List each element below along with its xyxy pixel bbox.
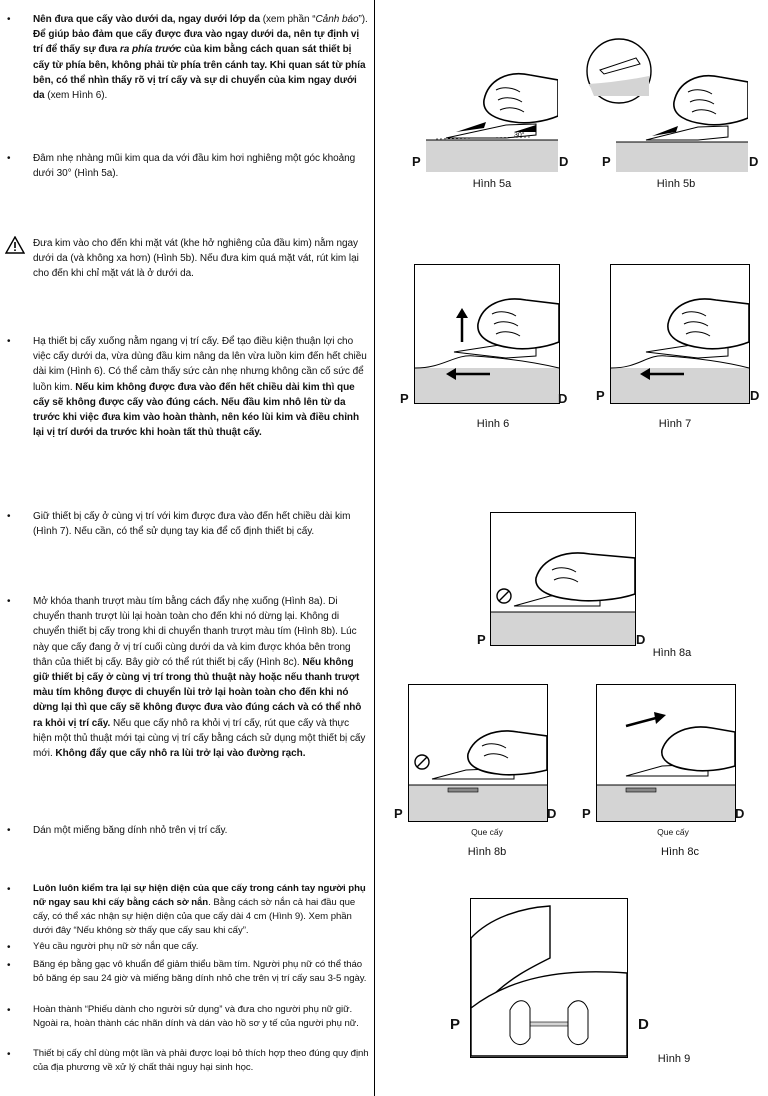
- label-d: D: [750, 388, 760, 403]
- figure-6: [400, 264, 568, 406]
- label-p: P: [477, 632, 486, 647]
- caption-7: Hình 7: [658, 418, 692, 430]
- figure-8b: [394, 684, 557, 837]
- step-text: Nên đưa que cấy vào dưới da, ngay dưới lớp da (xem phần “Cảnh báo”). Để giúp bảo đảm que cấy được đưa vào ngay dưới da, nên tự định vị trí để thấy sự đưa ra phía trước của kim bằng cách quan sát thiết bị cấy từ phía bên, không phải từ phía trên cánh tay. Khi quan sát từ phía bên, có thể nhìn thấy rõ vị trí cấy và sự di chuyển của kim ngay dưới da (xem Hình 6).: [33, 14, 368, 102]
- step-text: Dán một miếng băng dính nhỏ trên vị trí cấy.: [33, 825, 228, 836]
- label-p: P: [412, 154, 421, 169]
- caption-6: Hình 6: [476, 418, 510, 430]
- bullet: •: [7, 942, 11, 953]
- label-p: P: [400, 391, 409, 406]
- warning-triangle-icon: [5, 236, 25, 254]
- figure-7-drawing: [610, 264, 750, 404]
- figure-8c: [582, 684, 745, 837]
- label-d: D: [558, 391, 568, 406]
- label-d: D: [636, 632, 646, 647]
- label-p: P: [602, 154, 611, 169]
- label-p: P: [450, 1016, 461, 1033]
- label-p: P: [596, 388, 605, 403]
- caption-5b: Hình 5b: [656, 178, 696, 190]
- step-text: Hoàn thành “Phiếu dành cho người sử dụng” và đưa cho người phụ nữ giữ. Ngoài ra, hoàn thành các nhãn dính và dán vào hồ sơ y tế của người phụ nữ.: [33, 1004, 359, 1029]
- step-text: Giữ thiết bị cấy ở cùng vị trí với kim được đưa vào đến hết chiều dài kim (Hình 7). Nếu cần, có thể sử dụng tay kia để cố định thiết bị cấy.: [33, 511, 351, 538]
- label-d: D: [559, 154, 569, 169]
- caption-8c: Hình 8c: [661, 846, 699, 858]
- label-d: D: [735, 806, 745, 821]
- instructions-column: [0, 0, 374, 1096]
- bullet: •: [7, 1005, 11, 1016]
- figure-8a: [477, 512, 646, 647]
- figure-5a: [412, 40, 569, 172]
- figure-6-drawing: [414, 264, 560, 404]
- angle-label: 30°: [514, 132, 525, 139]
- implant-label: Que cấy: [657, 827, 689, 837]
- bullet: •: [7, 336, 11, 347]
- label-d: D: [638, 1016, 649, 1033]
- implant-label: Que cấy: [471, 827, 503, 837]
- figure-8c-drawing: [596, 684, 736, 822]
- step-text: Hạ thiết bị cấy xuống nằm ngang vị trí cấy. Để tạo điều kiện thuận lợi cho việc cấy dưới da, vừa dùng đầu kim nâng da lên vừa luồn kim đến hết chiều dài kim (Hình 6). Có thể cảm thấy sức cản nhẹ nhưng không cần cố sức để luồn kim. Nếu kim không được đưa vào đến hết chiều dài kim thì que cấy sẽ không được cấy vào đúng cách. Nếu đầu kim nhô lên từ da trước khi việc đưa kim vào hoàn thành, nên kéo lùi kim và điều chỉnh lại vị trí dưới da trước khi hoàn tất thủ thuật cấy.: [33, 336, 367, 439]
- bullet: •: [7, 153, 11, 164]
- step-text: Đưa kim vào cho đến khi mặt vát (khe hở nghiêng của đầu kim) nằm ngay dưới da (và không xa hơn) (Hình 5b). Nếu đưa kim quá mặt vát, rút kim lại cho đến khi chỉ mặt vát là ở dưới da.: [33, 238, 359, 280]
- figure-9-drawing: [470, 898, 628, 1058]
- figure-5a-drawing: [426, 40, 558, 172]
- figure-8a-drawing: [490, 512, 636, 646]
- caption-8b: Hình 8b: [467, 846, 507, 858]
- bullet: •: [7, 884, 11, 895]
- bullet: •: [7, 825, 11, 836]
- step-text: Thiết bị cấy chỉ dùng một lần và phải được loại bỏ thích hợp theo đúng quy định của địa phương về xử lý chất thải nguy hại sinh học.: [33, 1048, 369, 1073]
- step-text: Băng ép bằng gạc vô khuẩn để giảm thiểu bầm tím. Người phụ nữ có thể tháo bỏ băng ép sau 24 giờ và miếng băng dính nhỏ che trên vị trí cấy sau 3-5 ngày.: [33, 959, 367, 984]
- figure-8b-drawing: [408, 684, 548, 822]
- label-d: D: [749, 154, 759, 169]
- bullet: •: [7, 596, 11, 607]
- figure-7: [596, 264, 760, 404]
- caption-9: Hình 9: [657, 1053, 691, 1065]
- label-p: P: [394, 806, 403, 821]
- label-d: D: [547, 806, 557, 821]
- step-text: Mở khóa thanh trượt màu tím bằng cách đẩy nhẹ xuống (Hình 8a). Di chuyển thanh trượt lùi lại hoàn toàn cho đến khi nó dừng lại. Không di chuyển thiết bị cấy trong khi di chuyển thanh trượt màu tím (Hình 8b). Lúc này que cấy đang ở vị trí cuối cùng dưới da và kim được khóa bên trong thân của thiết bị cấy. Bây giờ có thể rút thiết bị cấy (Hình 8c). Nếu không giữ thiết bị cấy ở cùng vị trí trong thủ thuật này hoặc nếu thanh trượt màu tím không được di chuyển lùi trở lại hoàn toàn cho đến khi nó dừng lại thì que cấy sẽ không được đưa vào đúng cách và có thể nhô ra khỏi vị trí cấy. Nếu que cấy nhô ra khỏi vị trí cấy, rút que cấy và thực hiện một thủ thuật mới tại cùng vị trí cấy bằng cách sử dụng một thiết bị cấy mới. Không đẩy que cấy nhô ra lùi trở lại vào đường rạch.: [33, 596, 366, 760]
- step-text: Luôn luôn kiểm tra lại sự hiện diện của que cấy trong cánh tay người phụ nữ ngay sau khi cấy bằng cách sờ nắn. Bằng cách sờ nắn cả hai đầu que cấy, có thể xác nhận sự hiện diện của que cấy dài 4 cm (Hình 9). Xem phần dưới đây “Nếu không sờ thấy que cấy sau khi cấy”.: [33, 883, 366, 936]
- caption-5a: Hình 5a: [472, 178, 512, 190]
- magnifier-inset: [584, 36, 654, 106]
- bullet: •: [7, 1049, 11, 1060]
- bullet: •: [7, 960, 11, 971]
- label-p: P: [582, 806, 591, 821]
- caption-8a: Hình 8a: [652, 647, 692, 659]
- step-text: Yêu cầu người phụ nữ sờ nắn que cấy.: [33, 941, 199, 952]
- step-text: Đâm nhẹ nhàng mũi kim qua da với đầu kim hơi nghiêng một góc khoảng dưới 30° (Hình 5a).: [33, 153, 356, 180]
- figure-9: [450, 898, 649, 1058]
- bullet: •: [7, 14, 11, 25]
- column-divider: [374, 0, 375, 1096]
- bullet: •: [7, 511, 11, 522]
